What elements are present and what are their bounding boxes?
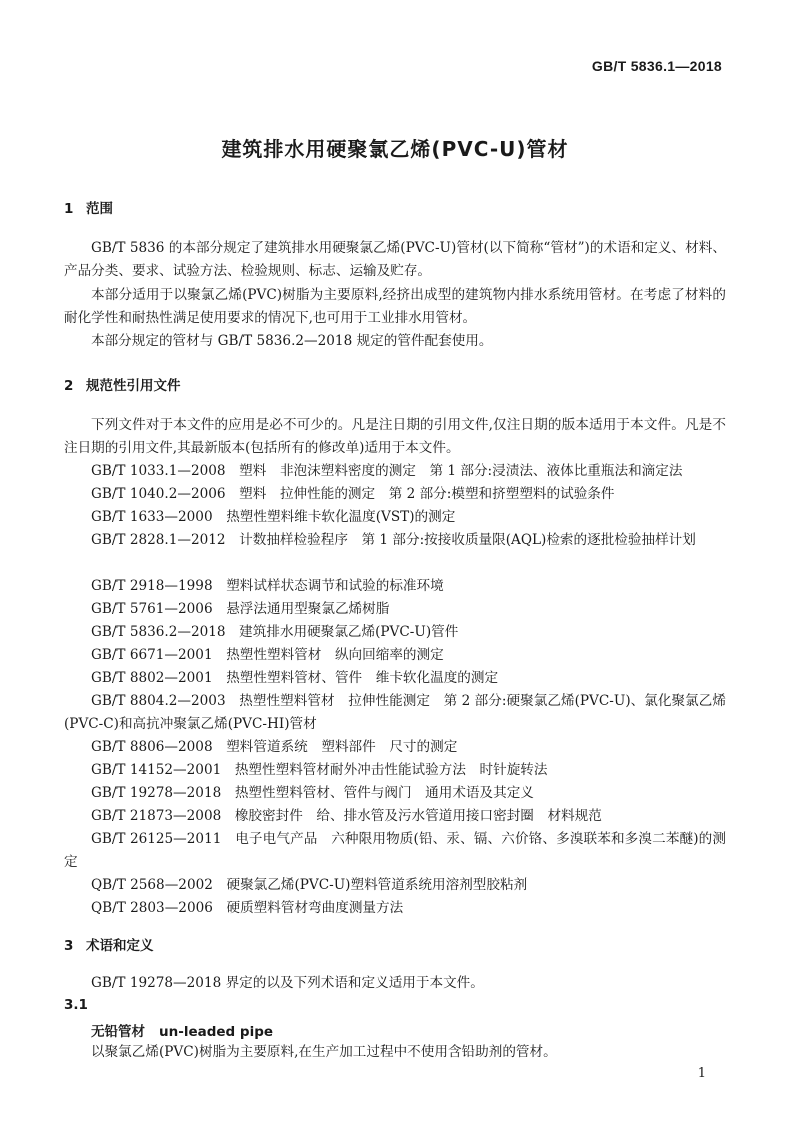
section-title: 范围 <box>86 201 113 217</box>
section-1-paragraph-1: GB/T 5836 的本部分规定了建筑排水用硬聚氯乙烯(PVC-U)管材(以下简称“管材”)的术语和定义、材料、产品分类、要求、试验方法、检验规则、标志、运输及贮存。 <box>64 240 726 279</box>
reference-item: GB/T 8802—2001 热塑性塑料管材、管件 维卡软化温度的测定 <box>91 670 499 686</box>
term-definition: 以聚氯乙烯(PVC)树脂为主要原料,在生产加工过程中不使用含铅助剂的管材。 <box>91 1044 557 1060</box>
reference-item: GB/T 21873—2008 橡胶密封件 给、排水管及污水管道用接口密封圈 材料规范 <box>91 808 602 824</box>
section-3-heading <box>64 934 154 954</box>
subclause-number: 3.1 <box>64 997 88 1013</box>
section-2-intro: 下列文件对于本文件的应用是必不可少的。凡是注日期的引用文件,仅注日期的版本适用于本文件。凡是不注日期的引用文件,其最新版本(包括所有的修改单)适用于本文件。 <box>64 417 726 456</box>
document-title: 建筑排水用硬聚氯乙烯(PVC-U)管材 <box>221 137 569 161</box>
section-title: 术语和定义 <box>86 938 154 954</box>
reference-item: GB/T 26125—2011 电子电气产品 六种限用物质(铅、汞、镉、六价铬、多溴联苯和多溴二苯醚)的测定 <box>64 831 726 870</box>
page-number: 1 <box>697 1066 706 1081</box>
section-number: 2 <box>64 378 74 394</box>
section-number: 1 <box>64 201 74 217</box>
reference-item: GB/T 8806—2008 塑料管道系统 塑料部件 尺寸的测定 <box>91 739 458 755</box>
reference-item: GB/T 5836.2—2018 建筑排水用硬聚氯乙烯(PVC-U)管件 <box>91 624 459 640</box>
term-heading <box>91 1020 273 1040</box>
reference-item: GB/T 1633—2000 热塑性塑料维卡软化温度(VST)的测定 <box>91 509 456 525</box>
section-3-intro: GB/T 19278—2018 界定的以及下列术语和定义适用于本文件。 <box>91 975 484 991</box>
section-title: 规范性引用文件 <box>86 378 181 394</box>
reference-item: GB/T 1040.2—2006 塑料 拉伸性能的测定 第 2 部分:模塑和挤塑塑料的试验条件 <box>91 486 615 502</box>
reference-item: GB/T 2918—1998 塑料试样状态调节和试验的标准环境 <box>91 578 444 594</box>
section-2-heading <box>64 374 181 394</box>
standard-code: GB/T 5836.1—2018 <box>591 58 722 74</box>
term-chinese: 无铅管材 <box>91 1024 145 1040</box>
reference-item: GB/T 2828.1—2012 计数抽样检验程序 第 1 部分:按接收质量限(AQL)检索的逐批检验抽样计划 <box>91 532 696 548</box>
reference-item: GB/T 8804.2—2003 热塑性塑料管材 拉伸性能测定 第 2 部分:硬聚氯乙烯(PVC-U)、氯化聚氯乙烯(PVC-C)和高抗冲聚氯乙烯(PVC-HI)管材 <box>64 693 726 732</box>
reference-item: QB/T 2803—2006 硬质塑料管材弯曲度测量方法 <box>91 900 404 916</box>
reference-item: GB/T 5761—2006 悬浮法通用型聚氯乙烯树脂 <box>91 601 390 617</box>
reference-item: GB/T 1033.1—2008 塑料 非泡沫塑料密度的测定 第 1 部分:浸渍法、液体比重瓶法和滴定法 <box>91 463 683 479</box>
section-1-paragraph-2: 本部分适用于以聚氯乙烯(PVC)树脂为主要原料,经挤出成型的建筑物内排水系统用管材。在考虑了材料的耐化学性和耐热性满足使用要求的情况下,也可用于工业排水用管材。 <box>64 287 726 326</box>
reference-item: GB/T 14152—2001 热塑性塑料管材耐外冲击性能试验方法 时针旋转法 <box>91 762 548 778</box>
reference-item: GB/T 19278—2018 热塑性塑料管材、管件与阀门 通用术语及其定义 <box>91 785 534 801</box>
section-1-heading <box>64 197 113 217</box>
section-number: 3 <box>64 938 74 954</box>
term-english: un-leaded pipe <box>159 1024 274 1040</box>
reference-item: QB/T 2568—2002 硬聚氯乙烯(PVC-U)塑料管道系统用溶剂型胶粘剂 <box>91 877 528 893</box>
reference-item: GB/T 6671—2001 热塑性塑料管材 纵向回缩率的测定 <box>91 647 444 663</box>
section-1-paragraph-3: 本部分规定的管材与 GB/T 5836.2—2018 规定的管件配套使用。 <box>91 333 493 349</box>
